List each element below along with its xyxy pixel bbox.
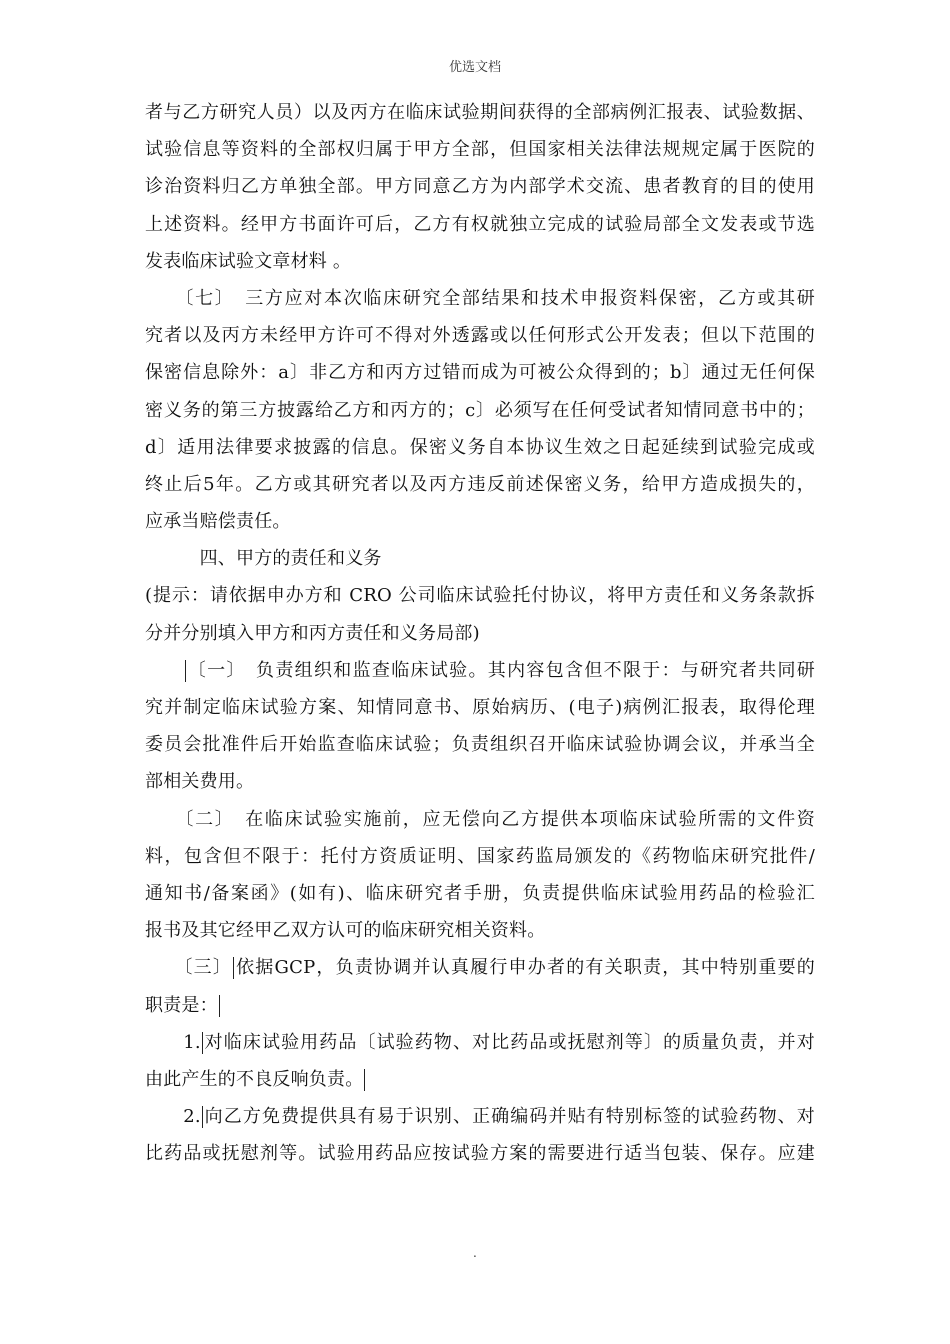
text-line: 委员会批准件后开始监查临床试验；负责组织召开临床试验协调会议，并承当全: [145, 734, 815, 756]
text-line: 通知书/备案函》(如有)、临床研究者手册，负责提供临床试验用药品的检验汇: [145, 882, 815, 904]
section-heading: 四、甲方的责任和义务: [145, 548, 382, 570]
page-footer-mark: .: [473, 1246, 477, 1260]
text-line-num1: [145, 1024, 815, 1061]
text-line-content: 〔一〕 负责组织和监查临床试验。其内容包含但不限于：与研究者共同研: [186, 659, 815, 681]
text-line-content: 依据GCP，负责协调并认真履行申办者的有关职责，其中特别重要的: [235, 957, 815, 979]
item-label: 〔三〕: [145, 957, 233, 979]
text-line: 发表临床试验文章材料 。: [145, 250, 352, 272]
edit-cursor-mark: [364, 1069, 365, 1091]
text-line: 〔二〕 在临床试验实施前，应无偿向乙方提供本项临床试验所需的文件资: [145, 808, 815, 830]
text-line: 者与乙方研究人员）以及丙方在临床试验期间获得的全部病例汇报表、试验数据、: [145, 102, 815, 123]
hint-line: (提示：请依据申办方和 CRO 公司临床试验托付协议，将甲方责任和义务条款拆: [145, 585, 815, 607]
text-line: [145, 987, 815, 1024]
edit-cursor-mark: [185, 660, 186, 682]
text-line-item1: [145, 652, 815, 689]
text-line-content: 由此产生的不良反响负责。: [145, 1068, 364, 1090]
item-label: 2.: [145, 1106, 201, 1128]
text-line-num2: [145, 1098, 815, 1135]
hint-line: 分并分别填入甲方和丙方责任和义务局部): [145, 622, 480, 644]
text-line: 上述资料。经甲方书面许可后，乙方有权就独立完成的试验局部全文发表或节选: [145, 213, 815, 235]
text-line: 究者以及丙方未经甲方许可不得对外透露或以任何形式公开发表；但以下范围的: [145, 325, 815, 347]
text-line: 诊治资料归乙方单独全部。甲方同意乙方为内部学术交流、患者教育的目的使用: [145, 176, 815, 198]
document-body: [145, 94, 815, 1172]
text-line: 应承当赔偿责任。: [145, 511, 291, 533]
edit-cursor-mark: [202, 1032, 203, 1054]
text-line: d〕适用法律要求披露的信息。保密义务自本协议生效之日起延续到试验完成或: [145, 436, 815, 458]
text-line: 终止后5年。乙方或其研究者以及丙方违反前述保密义务，给甲方造成损失的，: [145, 473, 815, 495]
text-line: 比药品或抚慰剂等。试验用药品应按试验方案的需要进行适当包装、保存。应建: [145, 1143, 815, 1165]
text-line: 部相关费用。: [145, 771, 255, 793]
text-line: [145, 1061, 815, 1098]
item-label: 1.: [145, 1031, 201, 1053]
text-line: 料，包含但不限于：托付方资质证明、国家药监局颁发的《药物临床研究批件/: [145, 845, 815, 867]
page-header: 优选文档: [448, 60, 501, 75]
text-line: 究并制定临床试验方案、知情同意书、原始病历、(电子)病例汇报表，取得伦理: [145, 697, 815, 718]
text-line: 密义务的第三方披露给乙方和丙方的；c〕必须写在任何受试者知情同意书中的；: [145, 399, 815, 421]
text-line: 保密信息除外：a〕非乙方和丙方过错而成为可被公众得到的；b〕通过无任何保: [145, 362, 815, 384]
text-line: 报书及其它经甲乙双方认可的临床研究相关资料。: [145, 920, 546, 942]
edit-cursor-mark: [202, 1106, 203, 1128]
text-line: 〔七〕 三方应对本次临床研究全部结果和技术申报资料保密，乙方或其研: [145, 287, 815, 309]
text-line-content: 对临床试验用药品〔试验药物、对比药品或抚慰剂等〕的质量负责，并对: [203, 1031, 815, 1053]
text-line: 试验信息等资料的全部权归属于甲方全部，但国家相关法律法规规定属于医院的: [145, 139, 815, 161]
text-line-item3: [145, 949, 815, 986]
edit-cursor-mark: [219, 995, 220, 1017]
text-line-content: 职责是：: [145, 994, 218, 1016]
edit-cursor-mark: [233, 957, 234, 979]
text-line-content: 向乙方免费提供具有易于识别、正确编码并贴有特别标签的试验药物、对: [203, 1106, 815, 1128]
